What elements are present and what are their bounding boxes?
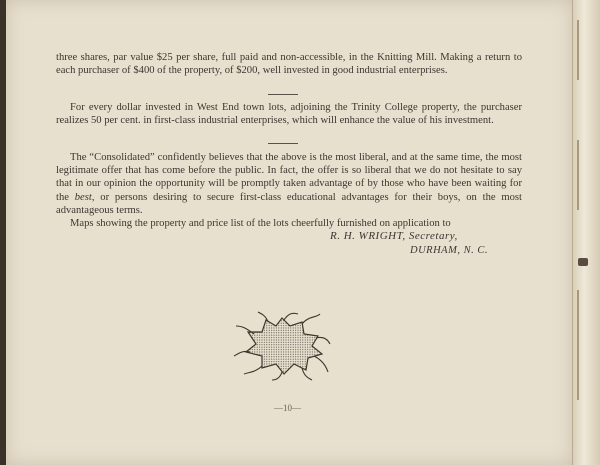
binding-clip — [578, 258, 588, 266]
paragraph-shares-text: three shares, par value $25 per share, full paid and non-accessible, in the Knitting Mill. Making a return to each purchaser of $400 of the property, of $200, well invested in good industrial enterprises. — [56, 52, 522, 77]
paragraph-consolidated-text — [56, 151, 522, 217]
consolidated-text-start: The “Consolidated” confidently believes that the above is the most liberal, and at the same time, the most legitimate offer that has come before the public. In fact, the offer is so liberal that we do not hesitate to say that in our opinion the opportunity will be promptly taken advantage of by those who have been waiting for the — [56, 152, 522, 203]
binding-stitch — [577, 20, 579, 80]
paragraph-consolidated — [56, 151, 522, 230]
paragraph-west-end — [56, 101, 522, 127]
signature-place: DURHAM, N. C. — [410, 245, 488, 256]
binding-stitch — [577, 290, 579, 400]
signature-name: R. H. WRIGHT, Secretary, — [330, 230, 458, 242]
section-divider — [268, 143, 298, 144]
binding-stitch — [577, 140, 579, 210]
paragraph-maps: Maps showing the property and price list of the lots cheerfully furnished on application to — [70, 218, 451, 230]
decorative-ornament-icon — [232, 310, 332, 382]
page-number: —10— — [274, 403, 301, 413]
consolidated-text-end: , or persons desiring to secure first-class educational advantages for their boys, on the most advantageous terms. — [56, 191, 522, 216]
paragraph-west-end-text: For every dollar invested in West End town lots, adjoining the Trinity College property, the purchaser realizes 50 per cent. in first-class industrial enterprises, which will enhance the value of his investment. — [56, 102, 522, 127]
emphasis-best: best — [74, 191, 92, 203]
section-divider — [268, 94, 298, 95]
paragraph-shares — [56, 51, 522, 77]
